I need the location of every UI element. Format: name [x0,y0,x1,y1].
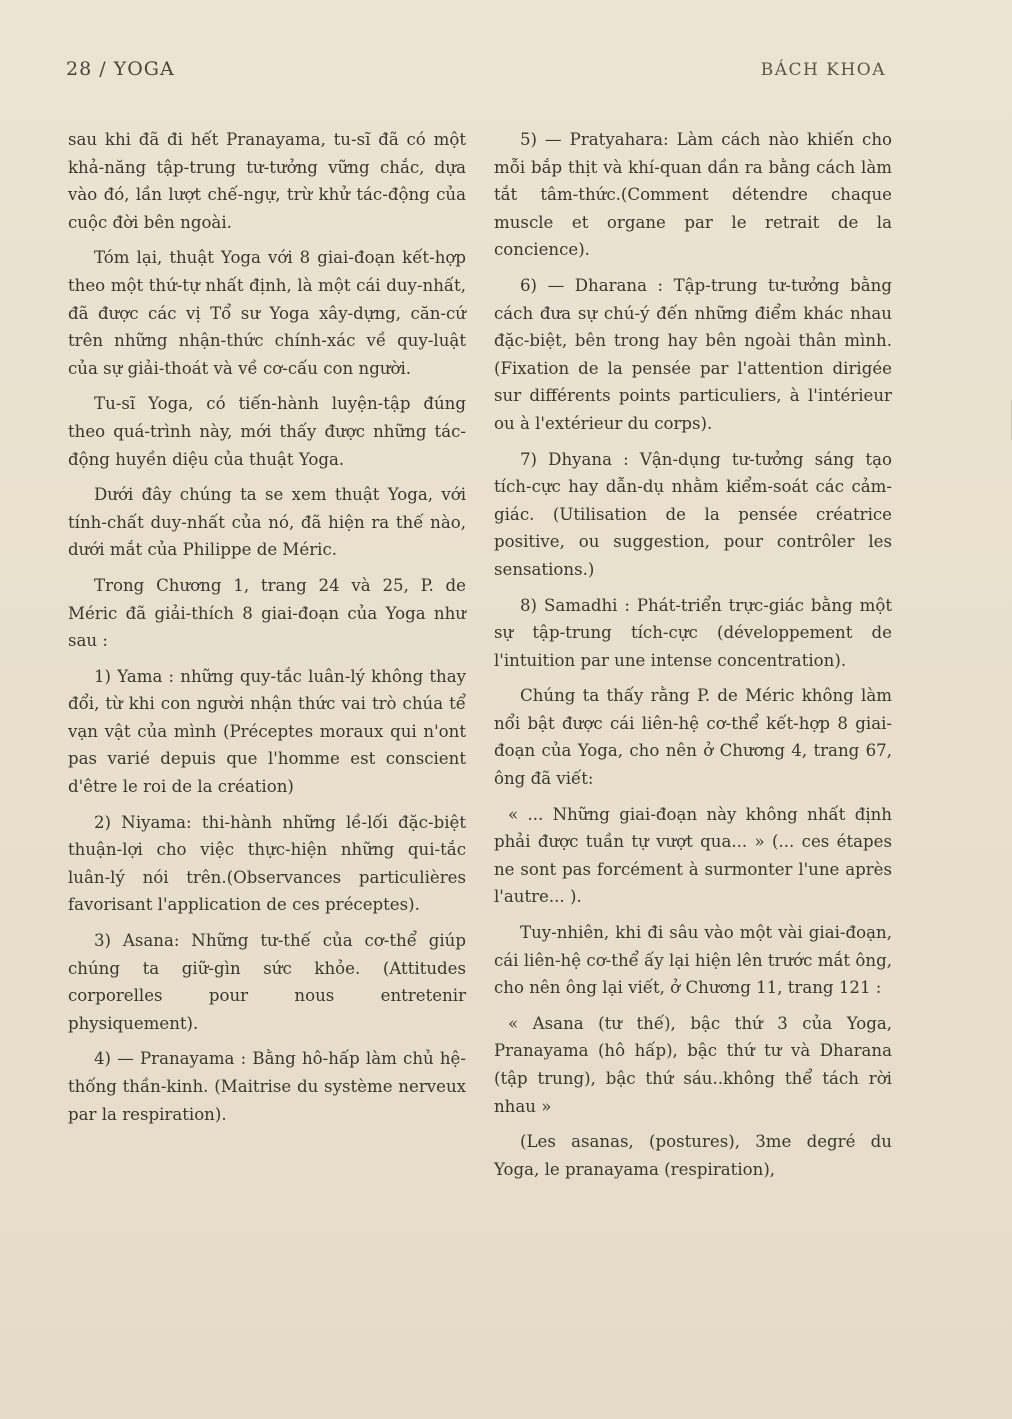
left-column [68,126,466,1136]
quote-paragraph: « Asana (tư thế), bậc thứ 3 của Yoga, Pranayama (hô hấp), bậc thứ tư và Dharana (tập trung), bậc thứ sáu..không thể tách rời nhau » [494,1013,892,1116]
quote-paragraph: « ... Những giai-đoạn này không nhất định phải được tuần tự vượt qua... » (... ces étapes ne sont pas forcément à surmonter l'une après l'autre... ). [494,804,892,907]
paragraph: Chúng ta thấy rằng P. de Méric không làm nổi bật được cái liên-hệ cơ-thể kết-hợp 8 giai-đoạn của Yoga, cho nên ở Chương 4, trang 67, ông đã viết: [494,686,892,789]
list-item: 2) Niyama: thi-hành những lề-lối đặc-biệt thuận-lợi cho việc thực-hiện những qui-tắc luân-lý nói trên.(Observances particulières favorisant l'application de ces préceptes). [68,812,466,915]
paragraph: (Les asanas, (postures), 3me degré du Yoga, le pranayama (respiration), [494,1132,892,1179]
paragraph: Tuy-nhiên, khi đi sâu vào một vài giai-đoạn, cái liên-hệ cơ-thể ấy lại hiện lên trước mắt ông, cho nên ông lại viết, ở Chương 11, trang 121 : [494,923,892,998]
list-item: 6) — Dharana : Tập-trung tư-tưởng bằng cách đưa sự chú-ý đến những điểm khác nhau đặc-biệt, bên trong hay bên ngoài thân mình. (Fixation de la pensée par l'attention dirigée sur différents points particuliers, à l'intérieur ou à l'extérieur du corps). [494,275,892,433]
list-item: 8) Samadhi : Phát-triển trực-giác bằng một sự tập-trung tích-cực (développement de l'intuition par une intense concentration). [494,595,892,670]
paragraph: Dưới đây chúng ta se xem thuật Yoga, với tính-chất duy-nhất của nó, đã hiện ra thế nào, dưới mắt của Philippe de Méric. [68,485,466,560]
list-item: 1) Yama : những quy-tắc luân-lý không thay đổi, từ khi con người nhận thức vai trò chúa tể vạn vật của mình (Préceptes moraux qui n'ont pas varié depuis que l'homme est conscient d'être le roi de la création) [68,666,466,797]
paragraph: Tóm lại, thuật Yoga với 8 giai-đoạn kết-hợp theo một thứ-tự nhất định, là một cái duy-nhất, đã được các vị Tổ sư Yoga xây-dựng, căn-cứ trên những nhận-thức chính-xác về quy-luật của sự giải-thoát và về cơ-cấu con người. [68,248,466,378]
list-item: 7) Dhyana : Vận-dụng tư-tưởng sáng tạo tích-cực hay dẫn-dụ nhằm kiểm-soát các cảm-giác. (Utilisation de la pensée créatrice positive, ou suggestion, pour contrôler les sensations.) [494,449,892,579]
magazine-title: BÁCH KHOA [760,60,886,80]
list-item: 3) Asana: Những tư-thế của cơ-thể giúp chúng ta giữ-gìn sức khỏe. (Attitudes corporelles pour nous entretenir physiquement). [68,931,466,1033]
paragraph: Trong Chương 1, trang 24 và 25, P. de Méric đã giải-thích 8 giai-đoạn của Yoga như sau : [68,575,466,651]
paragraph: sau khi đã đi hết Pranayama, tu-sĩ đã có một khả-năng tập-trung tư-tưởng vững chắc, dựa vào đó, lần lượt chế-ngự, trừ khử tác-động của cuộc đời bên ngoài. [68,130,466,232]
paragraph: Tu-sĩ Yoga, có tiến-hành luyện-tập đúng theo quá-trình này, mới thấy được những tác-động huyền diệu của thuật Yoga. [68,394,466,469]
page-edge-mark [993,400,1012,440]
page-number-section: 28 / YOGA [66,58,175,80]
page-header [0,58,1012,88]
list-item: 5) — Pratyahara: Làm cách nào khiến cho mỗi bắp thịt và khí-quan dần ra bằng cách làm tắt tâm-thức.(Comment détendre chaque muscle et organe par le retrait de la concience). [494,130,892,260]
list-item: 4) — Pranayama : Bằng hô-hấp làm chủ hệ-thống thần-kinh. (Maitrise du système nerveux par la respiration). [68,1049,466,1124]
right-column [494,126,892,1191]
